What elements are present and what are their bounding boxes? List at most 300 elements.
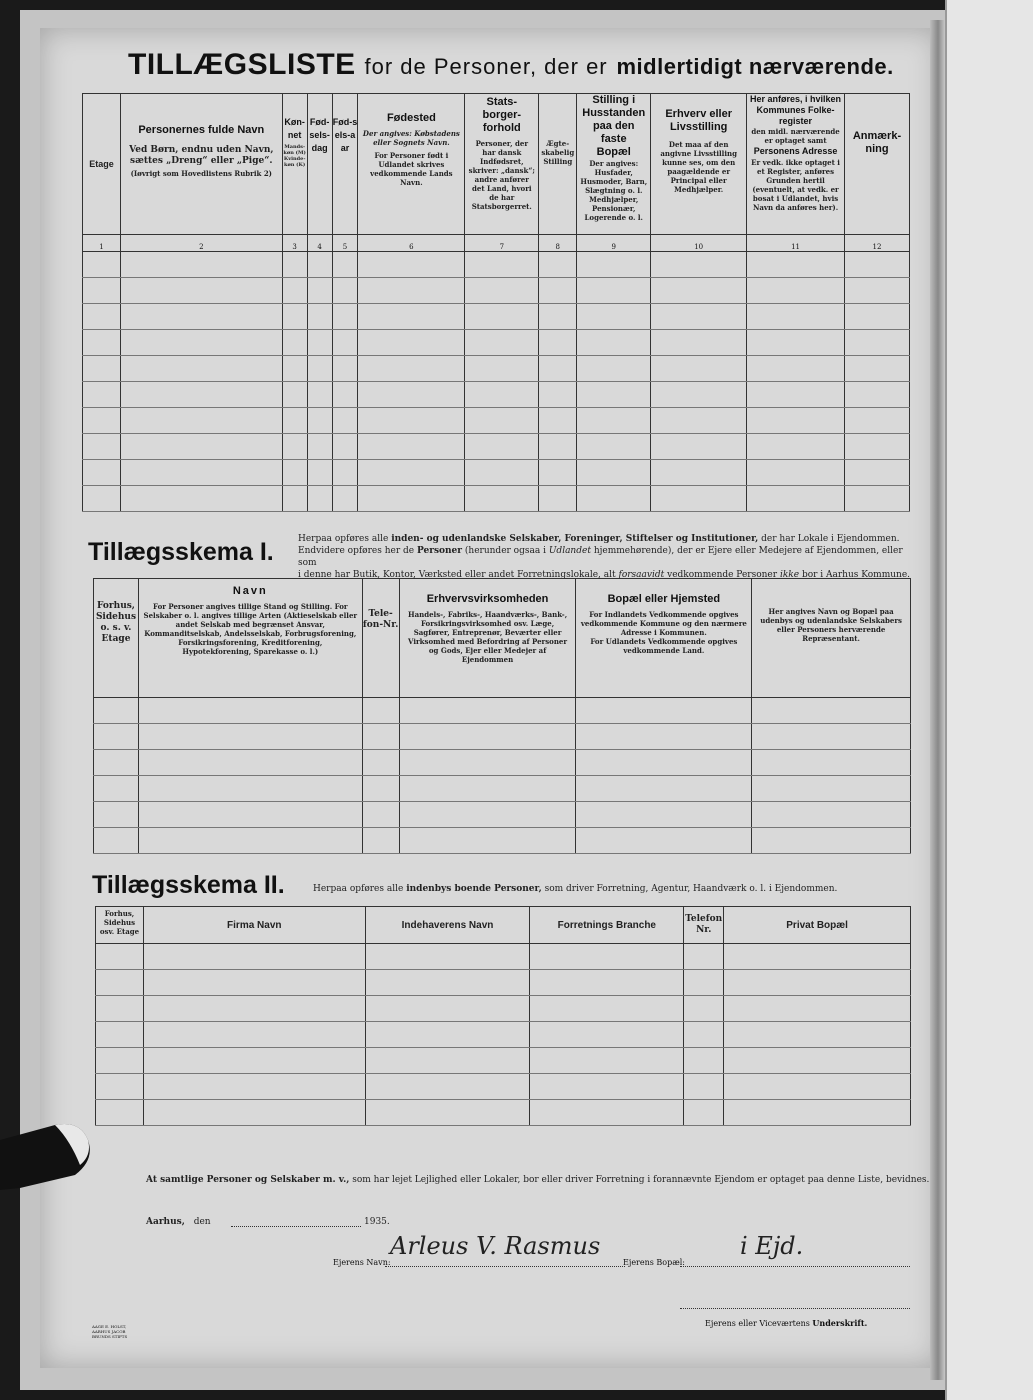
- table-cell[interactable]: [539, 303, 577, 329]
- table-cell[interactable]: [747, 433, 845, 459]
- table-cell[interactable]: [307, 329, 332, 355]
- table-cell[interactable]: [362, 802, 399, 828]
- footer-statement-b: som har lejet Lejlighed eller Lokaler, bor eller driver Forretning i forannævnte Ejendom er optaget paa denne Liste, bevidnes.: [352, 1175, 930, 1185]
- table-cell[interactable]: [651, 381, 747, 407]
- title-rest-a: for de Personer, der er: [364, 54, 608, 79]
- schema1-col-erhverv-head: Erhvervsvirksomheden: [426, 593, 549, 605]
- table-cell[interactable]: [83, 251, 121, 277]
- table-cell[interactable]: [282, 277, 307, 303]
- col-num: 11: [747, 235, 845, 252]
- table-cell[interactable]: [83, 355, 121, 381]
- table-cell[interactable]: [332, 433, 358, 459]
- table-cell[interactable]: [577, 355, 651, 381]
- table-cell[interactable]: [143, 970, 365, 996]
- table-cell[interactable]: [120, 355, 282, 381]
- table-cell[interactable]: [83, 329, 121, 355]
- table-cell[interactable]: [307, 277, 332, 303]
- table-cell[interactable]: [307, 251, 332, 277]
- table-row: [94, 750, 911, 776]
- table-cell[interactable]: [365, 944, 530, 970]
- table-cell[interactable]: [94, 750, 139, 776]
- col-navn: [120, 94, 282, 235]
- table-cell[interactable]: [530, 996, 684, 1022]
- col-num: 5: [332, 235, 358, 252]
- table-cell[interactable]: [724, 944, 911, 970]
- table-cell[interactable]: [307, 433, 332, 459]
- table-cell[interactable]: [530, 1100, 684, 1126]
- table-cell[interactable]: [332, 355, 358, 381]
- table-row: [83, 355, 910, 381]
- table-cell[interactable]: [577, 459, 651, 485]
- table-cell[interactable]: [747, 407, 845, 433]
- table-cell[interactable]: [96, 970, 144, 996]
- table-cell[interactable]: [332, 303, 358, 329]
- table-cell[interactable]: [282, 251, 307, 277]
- table-cell[interactable]: [539, 433, 577, 459]
- table-cell[interactable]: [138, 828, 362, 854]
- schema1-header-row: [94, 579, 911, 698]
- table-row: [96, 944, 911, 970]
- table-row: [94, 802, 911, 828]
- table-cell[interactable]: [332, 407, 358, 433]
- table-cell[interactable]: [358, 381, 465, 407]
- table-cell[interactable]: [120, 303, 282, 329]
- schema2-col-etage: Forhus, Sidehus osv. Etage: [96, 907, 144, 944]
- table-cell[interactable]: [539, 251, 577, 277]
- table-cell[interactable]: [576, 802, 752, 828]
- table-row: [96, 1048, 911, 1074]
- table-cell[interactable]: [684, 970, 724, 996]
- col-husstand: [577, 94, 651, 235]
- col-navn-head: Personernes fulde Navn: [138, 124, 265, 136]
- table-cell[interactable]: [138, 776, 362, 802]
- table-cell[interactable]: [752, 750, 911, 776]
- table-cell[interactable]: [83, 277, 121, 303]
- schema1-col-etage: Forhus, Sidehus o. s. v. Etage: [94, 579, 139, 698]
- table-cell[interactable]: [120, 381, 282, 407]
- table-cell[interactable]: [651, 303, 747, 329]
- table-cell[interactable]: [96, 1074, 144, 1100]
- table-cell[interactable]: [684, 1022, 724, 1048]
- owner-addr-signature: i Ejd.: [740, 1232, 804, 1260]
- table-row: [83, 251, 910, 277]
- schema1-table: [93, 578, 911, 854]
- table-row: [83, 303, 910, 329]
- binder-clip-icon: [0, 1120, 95, 1190]
- table-cell[interactable]: [143, 1022, 365, 1048]
- table-cell[interactable]: [120, 407, 282, 433]
- table-cell[interactable]: [465, 303, 539, 329]
- col-num: 8: [539, 235, 577, 252]
- table-cell[interactable]: [358, 433, 465, 459]
- table-cell[interactable]: [844, 303, 909, 329]
- col-statsborger-sub: Personer, der har dansk Indfødsret, skriver: „dansk“; andre anfører det Land, hvori de har Statsborgerret.: [468, 139, 535, 211]
- table-cell[interactable]: [143, 996, 365, 1022]
- next-page-edge: [945, 0, 1033, 1400]
- col-anmaerkning-head: Anmærk-ning: [852, 130, 902, 155]
- schema2-col-bopael: Privat Bopæl: [724, 907, 911, 944]
- table-cell[interactable]: [747, 485, 845, 511]
- signature-label: [705, 1318, 867, 1328]
- table-row: [83, 329, 910, 355]
- col-koen-sub: Mands-køn (M) Kvinde-køn (K): [283, 144, 306, 168]
- schema1-note-1c: der har Lokale i Ejendommen.: [761, 534, 900, 544]
- table-cell[interactable]: [307, 381, 332, 407]
- table-cell[interactable]: [94, 828, 139, 854]
- table-cell[interactable]: [465, 485, 539, 511]
- table-row: [83, 459, 910, 485]
- table-cell[interactable]: [530, 1074, 684, 1100]
- table-cell[interactable]: [747, 251, 845, 277]
- schema1-col-erhverv-sub: Handels-, Fabriks-, Haandværks-, Bank-, Forsikringsvirksomhed osv. Læge, Sagfører, Entreprenør, Beværter eller Virksomhed med Befordring af Personer og Gods, Ejer eller Medejer af Ejendommen: [407, 610, 568, 664]
- table-cell[interactable]: [844, 407, 909, 433]
- table-cell[interactable]: [332, 329, 358, 355]
- schema2-table: [95, 906, 911, 1126]
- table-cell[interactable]: [539, 355, 577, 381]
- table-cell[interactable]: [365, 1100, 530, 1126]
- table-cell[interactable]: [465, 277, 539, 303]
- table-cell[interactable]: [844, 251, 909, 277]
- table-cell[interactable]: [143, 1074, 365, 1100]
- table-cell[interactable]: [358, 251, 465, 277]
- table-cell[interactable]: [465, 381, 539, 407]
- table-cell[interactable]: [138, 750, 362, 776]
- col-foedselsdag-head: Fød-sels-dag: [309, 117, 330, 153]
- schema2-note-b: indenbys boende Personer,: [406, 884, 542, 894]
- col-foedested-sub: Der angives: Købstadens eller Sognets Navn.: [362, 129, 460, 147]
- col-aegteskab-sub: Ægte-skabelig Stilling: [541, 139, 575, 166]
- col-folkeregister-head: Her anføres, i hvilken Kommunes Folke-register: [750, 94, 842, 126]
- table-cell[interactable]: [358, 329, 465, 355]
- schema1-col-repr: Her angives Navn og Bopæl paa udenbys og udenlandske Selskabers eller Personers herværende Repræsentant.: [752, 579, 911, 698]
- table-row: [83, 433, 910, 459]
- schema1-col-bopael-sub: For Indlandets Vedkommende opgives vedkommende Kommune og den nærmere Adresse i Kommunen.: [580, 610, 747, 637]
- table-cell[interactable]: [365, 970, 530, 996]
- table-cell[interactable]: [752, 802, 911, 828]
- signature-label-a: Ejerens eller Viceværtens: [705, 1319, 810, 1328]
- table-cell[interactable]: [577, 277, 651, 303]
- table-cell[interactable]: [747, 355, 845, 381]
- col-husstand-head: Stilling i Husstanden paa den faste: [582, 94, 646, 145]
- table-cell[interactable]: [282, 381, 307, 407]
- table-cell[interactable]: [307, 485, 332, 511]
- table-cell[interactable]: [651, 329, 747, 355]
- table-cell[interactable]: [358, 355, 465, 381]
- table-cell[interactable]: [577, 251, 651, 277]
- col-num: 1: [83, 235, 121, 252]
- schema1-note-3b: forsaavidt: [618, 570, 665, 580]
- table-cell[interactable]: [724, 996, 911, 1022]
- table-cell[interactable]: [752, 776, 911, 802]
- table-cell[interactable]: [530, 944, 684, 970]
- table-cell[interactable]: [307, 407, 332, 433]
- table-cell[interactable]: [96, 944, 144, 970]
- table-cell[interactable]: [83, 433, 121, 459]
- table-cell[interactable]: [530, 1048, 684, 1074]
- table-cell[interactable]: [752, 724, 911, 750]
- footer-year: 1935.: [364, 1217, 390, 1227]
- table-cell[interactable]: [143, 1048, 365, 1074]
- col-navn-sub: Ved Børn, endnu uden Navn, sættes „Dreng“ eller „Pige“.: [129, 145, 274, 166]
- schema1-note-3d: ikke: [779, 570, 800, 580]
- table-row: [94, 828, 911, 854]
- table-cell[interactable]: [282, 433, 307, 459]
- table-cell[interactable]: [282, 303, 307, 329]
- table-cell[interactable]: [747, 459, 845, 485]
- table-cell[interactable]: [143, 944, 365, 970]
- table-cell[interactable]: [465, 459, 539, 485]
- table-cell[interactable]: [684, 1074, 724, 1100]
- table-cell[interactable]: [307, 459, 332, 485]
- table-cell[interactable]: [94, 776, 139, 802]
- schema2-note: [313, 883, 913, 895]
- table-cell[interactable]: [96, 1048, 144, 1074]
- table-cell[interactable]: [747, 277, 845, 303]
- schema1-note-2c: (herunder ogsaa i: [464, 546, 546, 556]
- table-cell[interactable]: [83, 459, 121, 485]
- table-cell[interactable]: [120, 485, 282, 511]
- schema1-note-3: i denne har Butik, Kontor, Værksted eller andet Forretningslokale, alt: [298, 570, 616, 580]
- form-page: [40, 28, 940, 1368]
- table-cell[interactable]: [576, 698, 752, 724]
- table-cell[interactable]: [752, 828, 911, 854]
- table-cell[interactable]: [94, 802, 139, 828]
- table-cell[interactable]: [365, 1022, 530, 1048]
- schema1-note-1b: inden- og udenlandske Selskaber, Foreninger, Stiftelser og Institutioner,: [391, 534, 759, 544]
- schema2-note-c: som driver Forretning, Agentur, Haandværk o. l. i Ejendommen.: [544, 884, 838, 894]
- table-cell[interactable]: [844, 485, 909, 511]
- table-cell[interactable]: [651, 251, 747, 277]
- table-cell[interactable]: [83, 303, 121, 329]
- table-cell[interactable]: [282, 485, 307, 511]
- table-cell[interactable]: [724, 1074, 911, 1100]
- table-cell[interactable]: [684, 1100, 724, 1126]
- table-cell[interactable]: [120, 433, 282, 459]
- table-cell[interactable]: [651, 459, 747, 485]
- table-cell[interactable]: [362, 828, 399, 854]
- schema1-note-1: Herpaa opføres alle: [298, 534, 389, 544]
- table-cell[interactable]: [399, 750, 576, 776]
- col-foedested-sub2: For Personer født i Udlandet skrives vedkommende Lands Navn.: [370, 151, 453, 187]
- table-cell[interactable]: [465, 329, 539, 355]
- table-cell[interactable]: [332, 485, 358, 511]
- table-cell[interactable]: [684, 944, 724, 970]
- table-row: [96, 970, 911, 996]
- table-cell[interactable]: [844, 381, 909, 407]
- schema1-note-2d: Udlandet: [548, 546, 591, 556]
- table-cell[interactable]: [539, 329, 577, 355]
- table-cell[interactable]: [362, 750, 399, 776]
- table-cell[interactable]: [307, 355, 332, 381]
- table-row: [83, 485, 910, 511]
- footer-statement: [146, 1174, 936, 1186]
- schema1-col-navn-head: Navn: [232, 585, 268, 597]
- table-cell[interactable]: [724, 1048, 911, 1074]
- table-row: [96, 1022, 911, 1048]
- table-cell[interactable]: [96, 1022, 144, 1048]
- table-cell[interactable]: [577, 381, 651, 407]
- schema1-col-bopael-sub2: For Udlandets Vedkommende opgives vedkommende Land.: [590, 637, 738, 655]
- schema1-note-3c: vedkommende Personer: [667, 570, 778, 580]
- table-cell[interactable]: [332, 381, 358, 407]
- col-folkeregister-head2: Personens Adresse: [753, 146, 838, 156]
- table-cell[interactable]: [399, 776, 576, 802]
- table-cell[interactable]: [282, 407, 307, 433]
- table-cell[interactable]: [724, 1100, 911, 1126]
- table-cell[interactable]: [651, 277, 747, 303]
- table-cell[interactable]: [752, 698, 911, 724]
- table-cell[interactable]: [651, 485, 747, 511]
- table-cell[interactable]: [96, 1100, 144, 1126]
- table-cell[interactable]: [138, 802, 362, 828]
- table-cell[interactable]: [539, 407, 577, 433]
- table-cell[interactable]: [120, 459, 282, 485]
- table-cell[interactable]: [358, 303, 465, 329]
- table-cell[interactable]: [539, 277, 577, 303]
- schema2-note-a: Herpaa opføres alle: [313, 884, 404, 894]
- table-cell[interactable]: [96, 996, 144, 1022]
- table-cell[interactable]: [577, 329, 651, 355]
- schema1-col-navn-sub: For Personer angives tillige Stand og Stilling. For Selskaber o. l. angives tillige Arten (Aktieselskab eller andet Selskab med begrænset Ansvar, Kommanditselskab, Andelsselskab, Forbrugsforening, Forsikringsforening, Kreditforening, Hypotekforening, Sparekasse o. l.): [143, 602, 358, 656]
- table-cell[interactable]: [576, 750, 752, 776]
- table-cell[interactable]: [143, 1100, 365, 1126]
- col-foedselsaar: [332, 94, 358, 235]
- table-cell[interactable]: [577, 485, 651, 511]
- table-cell[interactable]: [120, 277, 282, 303]
- col-erhverv: [651, 94, 747, 235]
- table-cell[interactable]: [684, 1048, 724, 1074]
- table-cell[interactable]: [282, 355, 307, 381]
- schema2-header-row: [96, 907, 911, 944]
- signature-label-b: Underskrift.: [812, 1318, 868, 1328]
- table-cell[interactable]: [747, 329, 845, 355]
- table-cell[interactable]: [465, 433, 539, 459]
- col-statsborger-head: Stats-borger-forhold: [482, 96, 522, 134]
- col-erhverv-sub: Det maa af den angivne Livsstilling kunne ses, om den paagældende er Principal eller Medhjælper.: [660, 140, 737, 194]
- date-blank: [231, 1226, 361, 1227]
- table-cell[interactable]: [844, 277, 909, 303]
- table-cell[interactable]: [465, 355, 539, 381]
- table-cell[interactable]: [465, 251, 539, 277]
- table-cell[interactable]: [282, 459, 307, 485]
- table-cell[interactable]: [399, 698, 576, 724]
- table-cell[interactable]: [539, 381, 577, 407]
- table-cell[interactable]: [576, 828, 752, 854]
- table-cell[interactable]: [83, 485, 121, 511]
- table-cell[interactable]: [844, 355, 909, 381]
- table-cell[interactable]: [399, 802, 576, 828]
- col-num: 12: [844, 235, 909, 252]
- date-line: [146, 1216, 426, 1228]
- table-header-row: [83, 94, 910, 235]
- table-cell[interactable]: [120, 251, 282, 277]
- book-fold: [930, 20, 946, 1380]
- table-cell[interactable]: [120, 329, 282, 355]
- col-num: 3: [282, 235, 307, 252]
- table-cell[interactable]: [358, 459, 465, 485]
- table-cell[interactable]: [684, 996, 724, 1022]
- table-cell[interactable]: [577, 303, 651, 329]
- col-folkeregister-sub: den midl. nærværende er optaget samt: [751, 127, 840, 145]
- table-cell[interactable]: [747, 381, 845, 407]
- schema1-col-navn: [138, 579, 362, 698]
- table-cell[interactable]: [576, 724, 752, 750]
- table-cell[interactable]: [651, 433, 747, 459]
- table-cell[interactable]: [332, 277, 358, 303]
- table-row: [94, 698, 911, 724]
- main-table-body: [83, 251, 910, 511]
- table-cell[interactable]: [844, 459, 909, 485]
- table-cell[interactable]: [138, 724, 362, 750]
- table-cell[interactable]: [358, 485, 465, 511]
- table-cell[interactable]: [83, 381, 121, 407]
- table-cell[interactable]: [365, 996, 530, 1022]
- table-cell[interactable]: [530, 970, 684, 996]
- table-cell[interactable]: [94, 724, 139, 750]
- schema2-col-firma: Firma Navn: [143, 907, 365, 944]
- table-cell[interactable]: [724, 1022, 911, 1048]
- table-cell[interactable]: [651, 407, 747, 433]
- table-cell[interactable]: [651, 355, 747, 381]
- table-row: [83, 277, 910, 303]
- table-cell[interactable]: [577, 407, 651, 433]
- table-cell[interactable]: [576, 776, 752, 802]
- table-cell[interactable]: [399, 828, 576, 854]
- col-num: 9: [577, 235, 651, 252]
- table-cell[interactable]: [307, 303, 332, 329]
- table-cell[interactable]: [539, 485, 577, 511]
- table-cell[interactable]: [358, 277, 465, 303]
- table-cell[interactable]: [362, 698, 399, 724]
- col-navn-sub2: (Iøvrigt som Hovedlistens Rubrik 2): [130, 169, 272, 178]
- table-row: [94, 724, 911, 750]
- schema1-col-telefon: Tele-fon-Nr.: [362, 579, 399, 698]
- table-cell[interactable]: [530, 1022, 684, 1048]
- owner-name-signature: Arleus V. Rasmus: [390, 1232, 601, 1260]
- table-cell[interactable]: [365, 1074, 530, 1100]
- table-cell[interactable]: [332, 459, 358, 485]
- table-cell[interactable]: [465, 407, 539, 433]
- col-num: 2: [120, 235, 282, 252]
- table-cell[interactable]: [94, 698, 139, 724]
- table-cell[interactable]: [539, 459, 577, 485]
- table-cell[interactable]: [138, 698, 362, 724]
- table-cell[interactable]: [358, 407, 465, 433]
- table-cell[interactable]: [362, 724, 399, 750]
- table-cell[interactable]: [399, 724, 576, 750]
- table-cell[interactable]: [724, 970, 911, 996]
- table-cell[interactable]: [362, 776, 399, 802]
- table-cell[interactable]: [844, 329, 909, 355]
- column-number-row: [83, 235, 910, 252]
- col-folkeregister-sub2: Er vedk. ikke optaget i et Register, anføres Grunden hertil (eventuelt, at vedk. er bosat i Udlandet, hvis Navn da anføres her).: [751, 158, 840, 212]
- signature-line: [680, 1308, 910, 1309]
- table-cell[interactable]: [282, 329, 307, 355]
- table-cell[interactable]: [83, 407, 121, 433]
- table-cell[interactable]: [332, 251, 358, 277]
- col-folkeregister: [747, 94, 845, 235]
- col-foedested: [358, 94, 465, 235]
- table-cell[interactable]: [747, 303, 845, 329]
- col-num: 10: [651, 235, 747, 252]
- schema1-note-2: Endvidere opføres her de: [298, 546, 415, 556]
- table-cell[interactable]: [577, 433, 651, 459]
- table-cell[interactable]: [844, 433, 909, 459]
- table-row: [96, 1100, 911, 1126]
- schema2-col-branche: Forretnings Branche: [530, 907, 684, 944]
- table-cell[interactable]: [365, 1048, 530, 1074]
- col-anmaerkning: [844, 94, 909, 235]
